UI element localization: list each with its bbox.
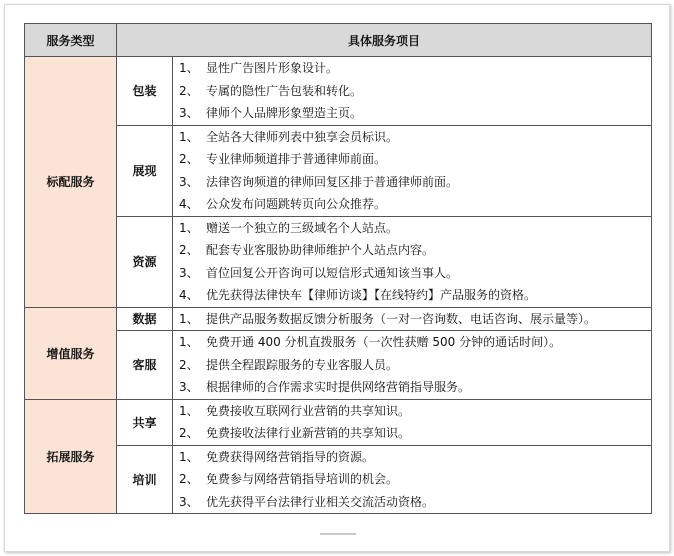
service-subcategory: 包装 xyxy=(117,57,173,126)
item-number: 3、 xyxy=(179,380,199,394)
table-row xyxy=(25,307,652,331)
item-text: 法律咨询频道的律师回复区排于普通律师前面。 xyxy=(206,174,459,189)
service-table xyxy=(24,23,652,514)
item-text: 免费接收法律行业新营销的共享知识。 xyxy=(206,426,411,440)
item-text: 配套专业客服协助律师维护个人站点内容。 xyxy=(206,243,435,257)
service-item xyxy=(173,468,651,491)
item-text: 首位回复公开咨询可以短信形式通知该当事人。 xyxy=(206,265,459,280)
table-row xyxy=(25,57,652,126)
service-subcategory: 客服 xyxy=(117,331,173,400)
item-text: 专业律师频道排于普通律师前面。 xyxy=(206,152,387,166)
service-item xyxy=(173,400,651,423)
service-item xyxy=(173,262,651,285)
table-row xyxy=(25,216,652,307)
table-row xyxy=(25,331,652,400)
service-items-cell xyxy=(173,125,652,216)
table-row xyxy=(25,399,652,445)
service-items-cell xyxy=(173,57,652,126)
service-subcategory: 资源 xyxy=(117,216,173,307)
table-row xyxy=(25,125,652,216)
item-text: 提供产品服务数据反馈分析服务（一对一咨询数、电话咨询、展示量等）。 xyxy=(206,311,597,326)
service-items-cell xyxy=(173,216,652,307)
table-body xyxy=(25,57,652,514)
item-number: 4、 xyxy=(179,197,199,211)
item-text: 免费接收互联网行业营销的共享知识。 xyxy=(206,403,411,418)
service-item xyxy=(173,102,651,125)
item-number: 1、 xyxy=(179,449,199,464)
item-number: 3、 xyxy=(179,174,199,189)
service-item xyxy=(173,171,651,194)
item-text: 根据律师的合作需求实时提供网络营销指导服务。 xyxy=(206,380,471,394)
item-text: 显性广告图片形象设计。 xyxy=(206,61,339,75)
service-item xyxy=(173,148,651,171)
service-item xyxy=(173,422,651,445)
item-number: 3、 xyxy=(179,265,199,280)
service-subcategory: 共享 xyxy=(117,399,173,445)
item-text: 免费开通 400 分机直拨服务（一次性获赠 500 分钟的通话时间）。 xyxy=(206,335,562,349)
item-number: 2、 xyxy=(179,243,199,257)
service-item xyxy=(173,284,651,307)
item-text: 免费参与网络营销指导培训的机会。 xyxy=(206,472,399,486)
table-header-row xyxy=(25,24,652,57)
service-item xyxy=(173,57,651,80)
item-number: 1、 xyxy=(179,220,199,235)
header-service-items: 具体服务项目 xyxy=(117,24,652,57)
service-item xyxy=(173,217,651,240)
service-item xyxy=(173,308,651,331)
item-number: 1、 xyxy=(179,335,199,349)
service-items-cell xyxy=(173,445,652,514)
service-item xyxy=(173,446,651,469)
page-scroll-indicator xyxy=(320,533,356,535)
service-item xyxy=(173,491,651,514)
service-items-cell xyxy=(173,307,652,331)
service-items-cell xyxy=(173,331,652,400)
item-text: 提供全程跟踪服务的专业客服人员。 xyxy=(206,357,399,372)
item-text: 优先获得法律快车【律师访谈】【在线特约】产品服务的资格。 xyxy=(206,288,537,302)
service-item xyxy=(173,376,651,399)
service-subcategory: 展现 xyxy=(117,125,173,216)
item-text: 免费获得网络营销指导的资源。 xyxy=(206,449,375,464)
service-item xyxy=(173,193,651,216)
service-item xyxy=(173,331,651,354)
item-number: 3、 xyxy=(179,106,199,120)
header-service-type: 服务类型 xyxy=(25,24,117,57)
item-number: 2、 xyxy=(179,152,199,166)
item-number: 2、 xyxy=(179,357,199,372)
service-subcategory: 数据 xyxy=(117,307,173,331)
item-number: 1、 xyxy=(179,311,199,326)
item-text: 专属的隐性广告包装和转化。 xyxy=(206,83,363,98)
item-number: 1、 xyxy=(179,403,199,418)
service-category: 标配服务 xyxy=(25,57,117,308)
item-text: 赠送一个独立的三级域名个人站点。 xyxy=(206,220,399,235)
item-number: 2、 xyxy=(179,83,199,98)
service-category: 增值服务 xyxy=(25,307,117,399)
service-item xyxy=(173,126,651,149)
service-item xyxy=(173,239,651,262)
item-number: 1、 xyxy=(179,61,199,75)
item-number: 2、 xyxy=(179,472,199,486)
item-number: 3、 xyxy=(179,494,199,509)
item-text: 律师个人品牌形象塑造主页。 xyxy=(206,106,363,120)
item-text: 优先获得平台法律行业相关交流活动资格。 xyxy=(206,494,435,509)
item-text: 公众发布问题跳转页向公众推荐。 xyxy=(206,197,387,211)
item-number: 1、 xyxy=(179,129,199,144)
item-number: 2、 xyxy=(179,426,199,440)
service-item xyxy=(173,80,651,103)
table-row xyxy=(25,445,652,514)
service-category: 拓展服务 xyxy=(25,399,117,514)
service-subcategory: 培训 xyxy=(117,445,173,514)
service-items-cell xyxy=(173,399,652,445)
item-number: 4、 xyxy=(179,288,199,302)
item-text: 全站各大律师列表中独享会员标识。 xyxy=(206,129,399,144)
service-item xyxy=(173,354,651,377)
